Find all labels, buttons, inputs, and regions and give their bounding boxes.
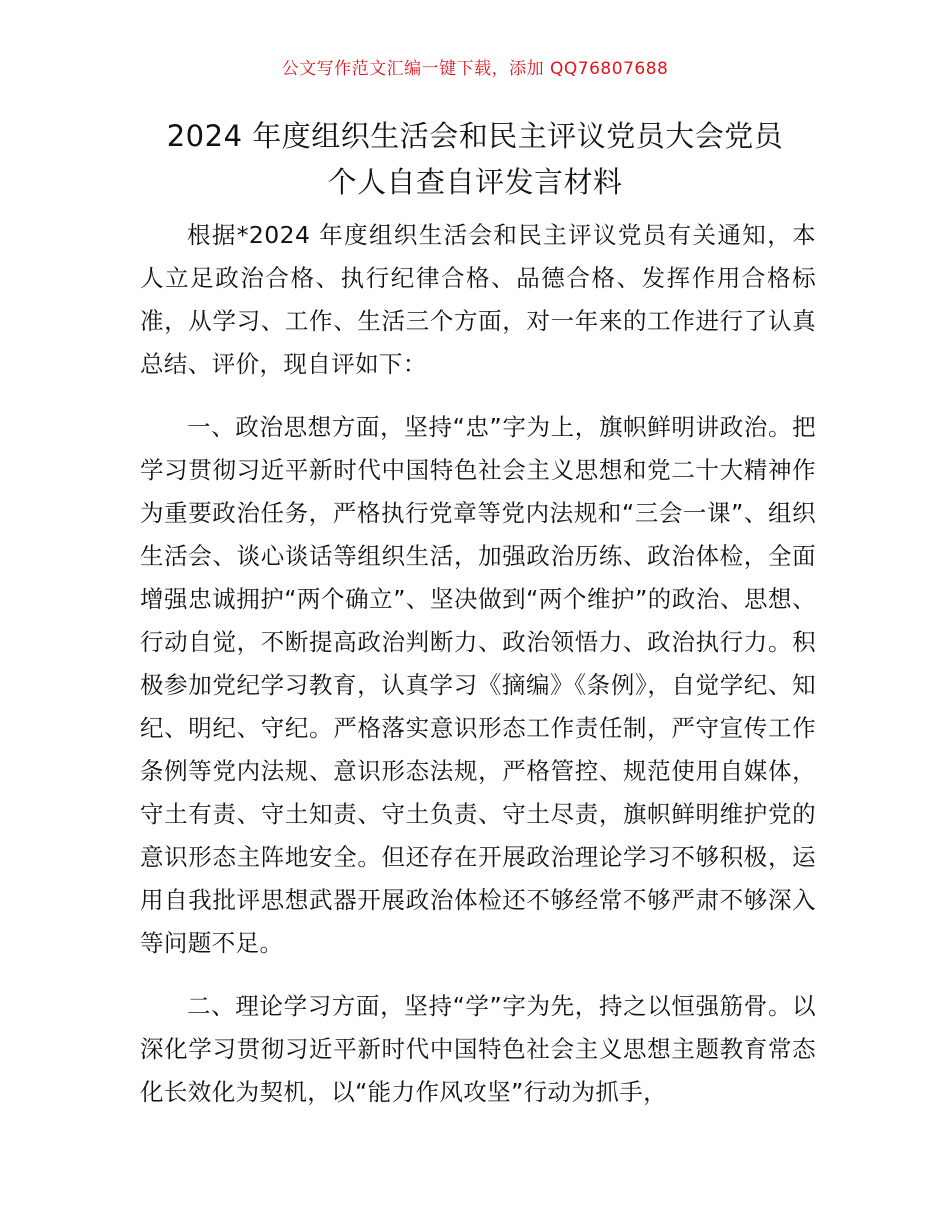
paragraph-intro: 根据*2024 年度组织生活会和民主评议党员有关通知，本人立足政治合格、执行纪律合格、品德合格、发挥作用合格标准，从学习、工作、生活三个方面，对一年来的工作进行了认真总结、评价，现自评如下： [140, 221, 816, 378]
paragraph-theory-study: 二、理论学习方面，坚持“学”字为先，持之以恒强筋骨。以深化学习贯彻习近平新时代中国特色社会主义思想主题教育常态化长效化为契机，以“能力作风攻坚”行动为抓手， [140, 992, 816, 1106]
document-title [120, 113, 830, 205]
download-watermark: 公文写作范文汇编一键下载，添加 QQ76807688 [281, 59, 669, 79]
paragraph-political-thought: 一、政治思想方面，坚持“忠”字为上，旗帜鲜明讲政治。把学习贯彻习近平新时代中国特色社会主义思想和党二十大精神作为重要政治任务，严格执行党章等党内法规和“三会一课”、组织生活会、谈心谈话等组织生活，加强政治历练、政治体检，全面增强忠诚拥护“两个确立”、坚决做到“两个维护”的政治、思想、行动自觉，不断提高政治判断力、政治领悟力、政治执行力。积极参加党纪学习教育，认真学习《摘编》《条例》，自觉学纪、知纪、明纪、守纪。严格落实意识形态工作责任制，严守宣传工作条例等党内法规、意识形态法规，严格管控、规范使用自媒体，守土有责、守土知责、守土负责、守土尽责，旗帜鲜明维护党的意识形态主阵地安全。但还存在开展政治理论学习不够积极，运用自我批评思想武器开展政治体检还不够经常不够严肃不够深入等问题不足。 [140, 413, 816, 957]
document-body [140, 214, 816, 1134]
title-line-2: 个人自查自评发言材料 [327, 165, 623, 199]
title-line-1: 2024 年度组织生活会和民主评议党员大会党员 [166, 119, 784, 153]
